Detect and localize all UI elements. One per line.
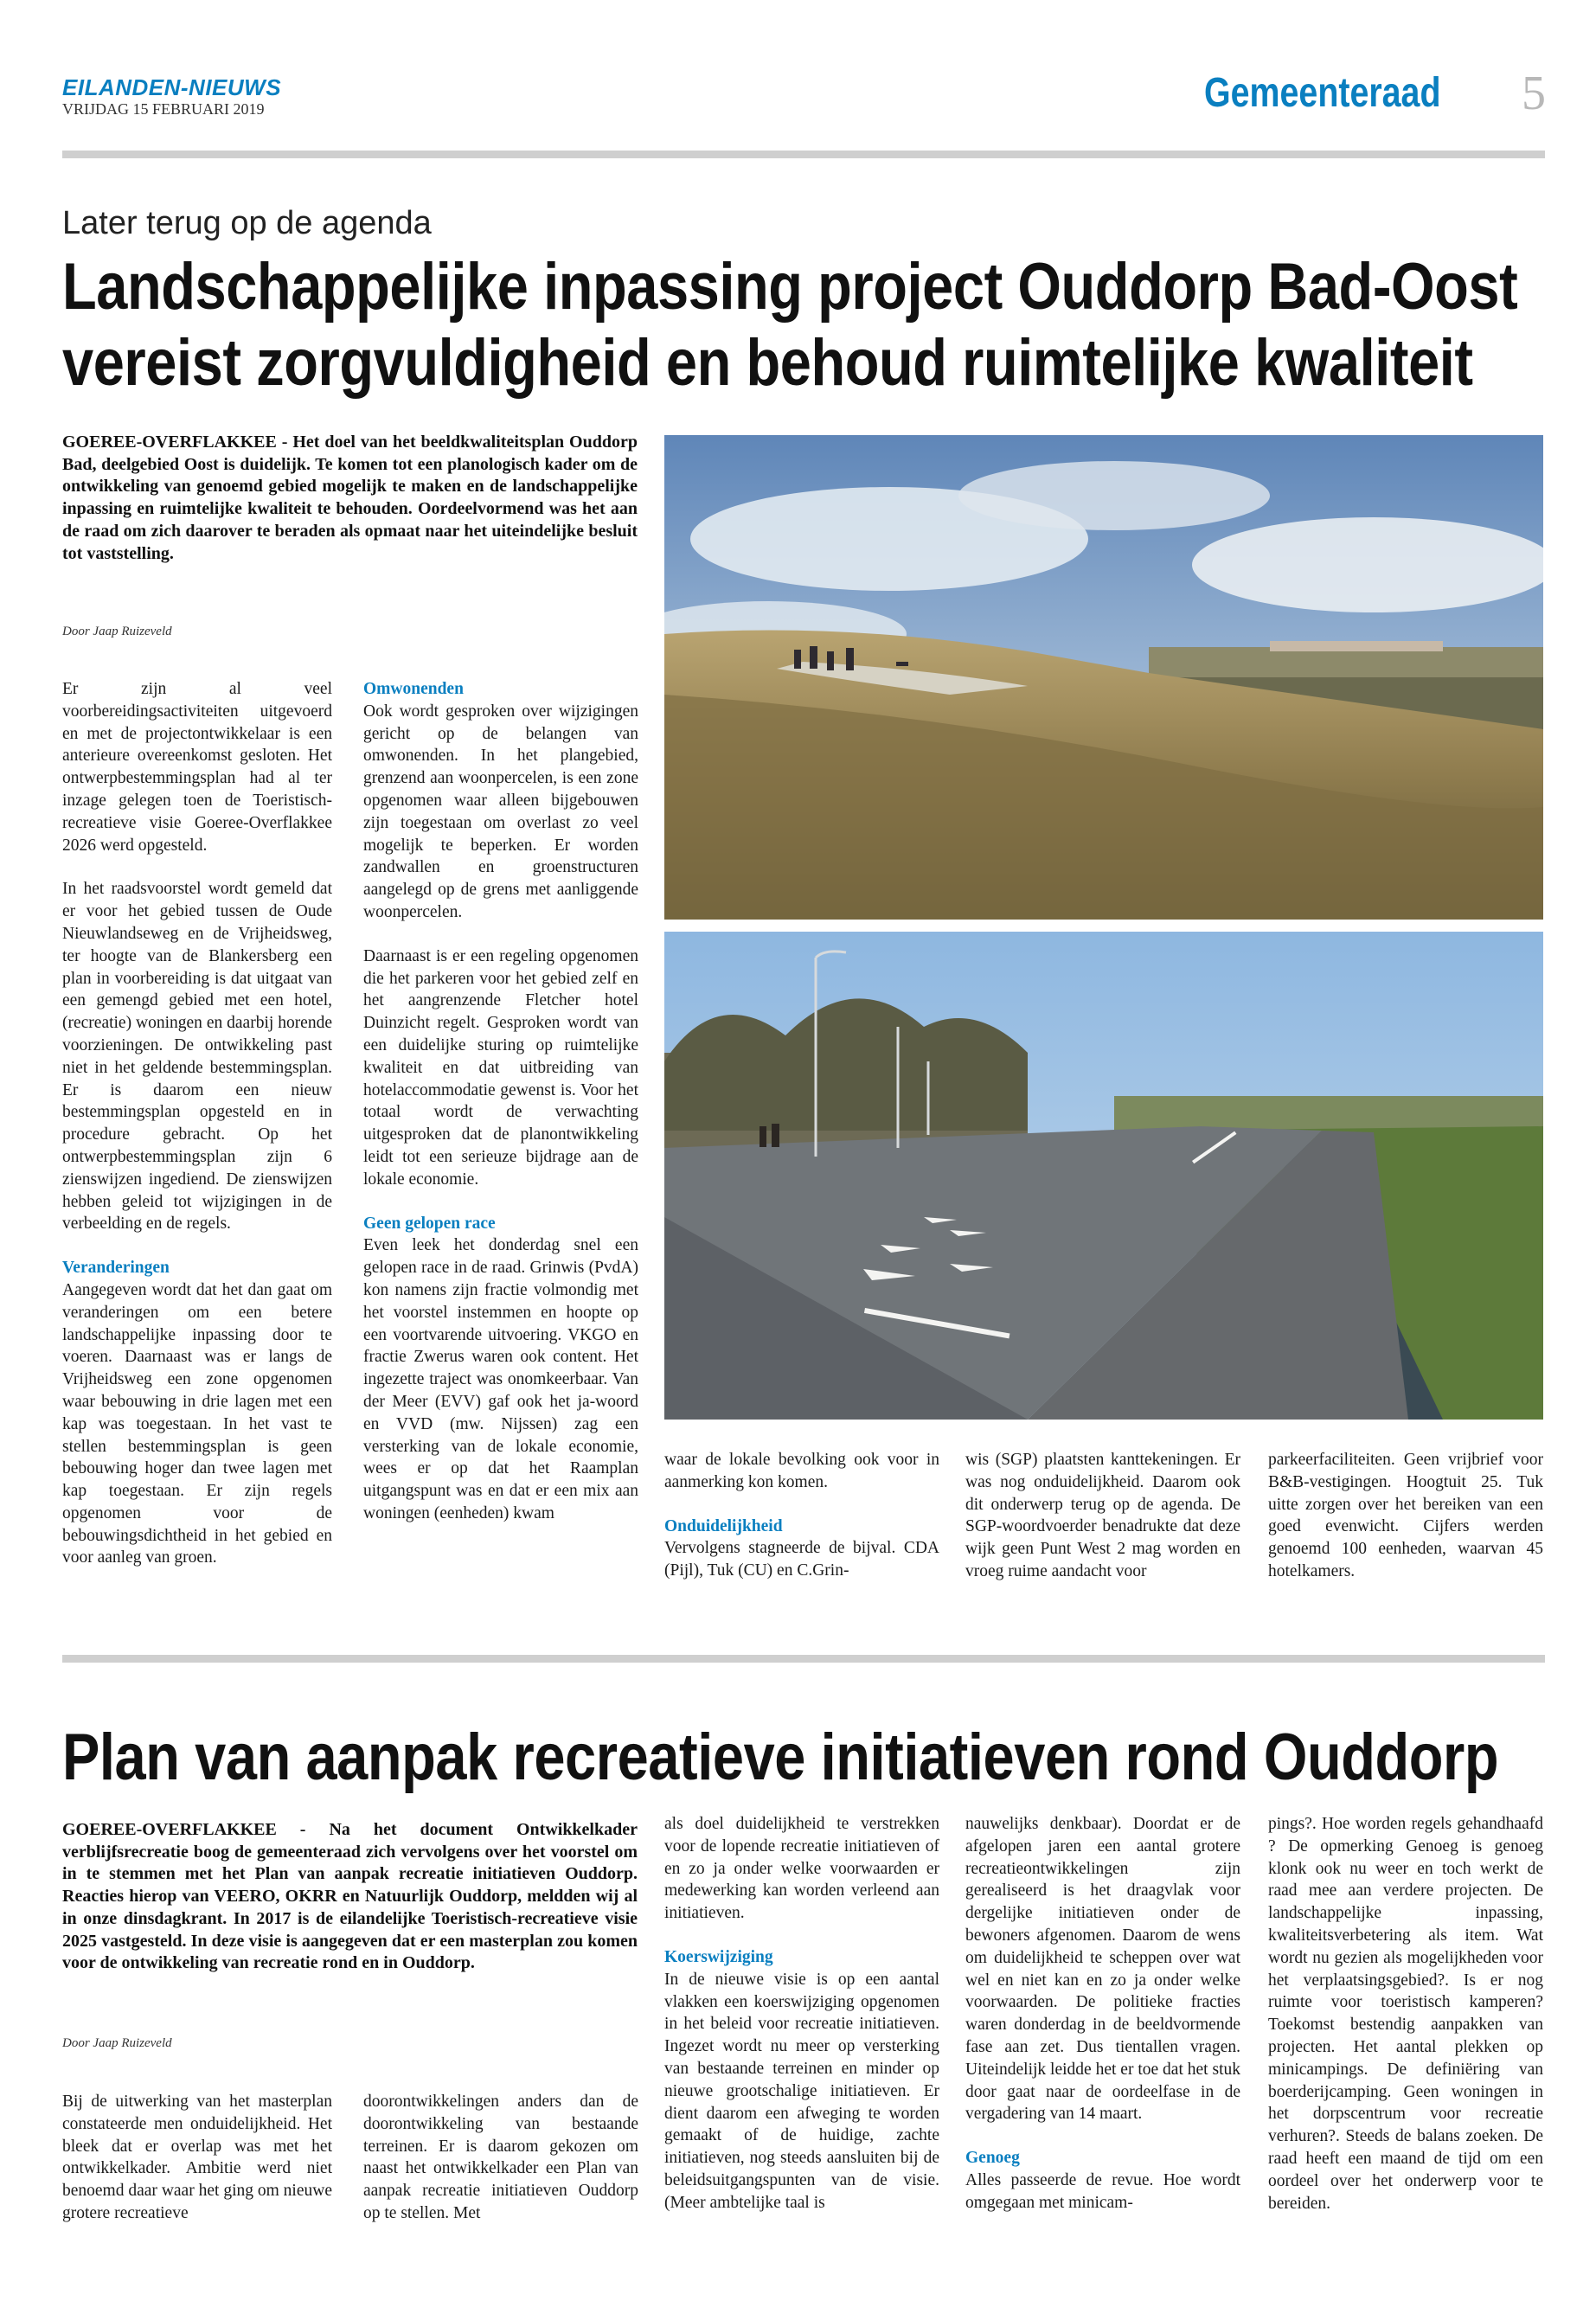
article1-col5-paragraph: parkeerfaciliteiten. Geen vrijbrief voor B&B-vestigingen. Hoogtuit 25. Tuk uitte zorgen over het bereiken van een goed evenwicht. Cijfers werden genoemd 100 eenheden, waarvan 45 hotelkamers. — [1268, 1451, 1543, 1580]
article1-column-1 — [62, 678, 332, 1569]
article1-col3-paragraph: Vervolgens stagneerde de bijval. CDA (Pijl), Tuk (CU) en C.Grin- — [664, 1539, 939, 1580]
article2-subheading: Koerswijziging — [664, 1947, 773, 1966]
article1-col1-paragraph: Er zijn al veel voorbereidingsactiviteiten uitgevoerd en met de projectontwikkelaar is een anterieure overeenkomst gesloten. Het ontwerpbestemmingsplan had al ter inzage gelegen toen de Toeristisch-recreatieve visie Goeree-Overflakkee 2026 werd opgesteld. — [62, 680, 332, 855]
masthead-logo: EILANDEN-NIEUWS — [62, 74, 282, 100]
article2-col4-paragraph: nauwelijks denkbaar). Doordat er de afgelopen jaren een aantal grotere recreatieontwikkelingen zijn gerealiseerd is het draagvlak voor dergelijke initiatieven onder de bewoners afgenomen. Daarom de wens om duidelijkheid te scheppen over wat wel en niet kan en zo ja onder welke voorwaarden. De politieke fracties waren donderdag in de beeldvormende fase aan zet. Dus tientallen vragen. Uiteindelijk leidde het er toe dat het stuk door gaat naar de oordeelfase in de vergadering van 14 maart. — [965, 1815, 1240, 2124]
road-photo-image — [664, 932, 1543, 1420]
article2-column-4 — [965, 1813, 1240, 2214]
article1-column-2 — [363, 678, 638, 1525]
article1-col2-paragraph: Daarnaast is er een regeling opgenomen die het parkeren voor het gebied zelf en het aangrenzende Fletcher hotel Duinzicht regelt. Gesproken wordt van een duidelijke sturing op ruimtelijke kwaliteit en dat uitbreiding van hotelaccommodatie gewenst is. Voor het totaal wordt de verwachting uitgesproken dat de planontwikkeling leidt tot een serieuze bijdrage aan de lokale economie. — [363, 946, 638, 1189]
article1-subheading: Onduidelijkheid — [664, 1516, 783, 1535]
article1-lead: GOEREE-OVERFLAKKEE - Het doel van het beeldkwaliteitsplan Ouddorp Bad, deelgebied Oost is duidelijk. Te komen tot een planologisch kader om de ontwikkeling van genoemd gebied mogelijk te maken en de landschappelijke inpassing en ruimtelijke kwaliteit te behouden. Oordeelvormend was het aan de raad om zich daarover te beraden als opmaat naar het uiteindelijke besluit tot vaststelling. — [62, 433, 638, 563]
article2-col3-paragraph: als doel duidelijkheid te verstrekken voor de lopende recreatie initiatieven of en zo ja onder welke voorwaarden er medewerking kan worden verleend aan initiatieven. — [664, 1815, 939, 1923]
article1-column-5 — [1268, 1449, 1543, 1583]
article2-column-3 — [664, 1813, 939, 2214]
article1-column-3 — [664, 1449, 939, 1582]
article2-col5-paragraph: pings?. Hoe worden regels gehandhaafd ? De opmerking Genoeg is genoeg klonk ook nu weer en toch werkt de raad mee aan verdere projecten. De landschappelijke inpassing, kwaliteitsverbetering als item. Wat wordt nu gezien als mogelijkheden voor het verplaatsingsgebied?. Is er nog ruimte voor toeristisch kamperen? Toekomst bestendig aanpakken van projecten. Het aantal plekken op minicampings. De definiëring van boerderijcamping. Geen woningen in het dorpscentrum voor recreatie verhuren?. Steeds de balans zoeken. De raad heeft een maand de tijd om een oordeel over het onderwerp voor te bereiden. — [1268, 1815, 1543, 2213]
dune-photo — [664, 435, 1543, 920]
article2-subheading: Genoeg — [965, 2149, 1020, 2168]
article-divider — [62, 1655, 1545, 1663]
article1-headline — [62, 249, 1518, 401]
article1-col2-paragraph: Ook wordt gesproken over wijzigingen gericht op de belangen van omwonenden. In het plangebied, grenzend aan woonpercelen, is een zone opgenomen waar alleen bijgebouwen zijn toegestaan om overlast zo veel mogelijk te beperken. Er worden zandwallen en groenstructuren aangelegd op de grens met aanliggende woonpercelen. — [363, 702, 638, 921]
dune-photo-image — [664, 435, 1543, 920]
section-label: Gemeenteraad — [1203, 70, 1440, 116]
issue-date: VRIJDAG 15 FEBRUARI 2019 — [62, 100, 265, 118]
article1-col3-paragraph: waar de lokale bevolking ook voor in aanmerking kon komen. — [664, 1451, 939, 1491]
article2-col4-paragraph: Alles passeerde de revue. Hoe wordt omgegaan met minicam- — [965, 2170, 1240, 2212]
article2-col2-paragraph: doorontwikkelingen anders dan de doorontwikkeling van bestaande terreinen. Er is daarom gekozen om naast het ontwikkelkader een Plan van aanpak recreatie initiatieven Ouddorp op te stellen. Met — [363, 2093, 638, 2222]
article1-headline-line2: vereist zorgvuldigheid en behoud ruimtelijke kwaliteit — [62, 326, 1473, 400]
article1-subheading: Veranderingen — [62, 1259, 170, 1278]
article1-subheading: Omwonenden — [363, 680, 464, 698]
article1-col1-paragraph: Aangegeven wordt dat het dan gaat om veranderingen om een betere landschappelijke inpassing door te voeren. Daarnaast was er langs de Vrijheidsweg een zone opgenomen waar bebouwing in drie lagen met een kap was toegestaan. In het vast te stellen bestemmingsplan is geen bebouwing hoger dan twee lagen met kap toegestaan. Er zijn regels opgenomen voor de bebouwingsdichtheid in het gebied en voor aanleg van groen. — [62, 1280, 332, 1567]
top-rule — [62, 151, 1545, 158]
road-photo — [664, 932, 1543, 1420]
article2-column-2 — [363, 2091, 638, 2225]
article2-column-1 — [62, 2091, 332, 2225]
article1-col4-paragraph: wis (SGP) plaatsten kanttekeningen. Er was nog onduidelijkheid. Daarom ook dit onderwerp terug op de agenda. De SGP-woordvoerder benadrukte dat deze wijk geen Punt West 2 mag worden en vroeg ruime aandacht voor — [965, 1451, 1240, 1580]
page-number: 5 — [1522, 67, 1546, 120]
article1-byline: Door Jaap Ruizeveld — [62, 625, 172, 638]
article1-kicker: Later terug op de agenda — [62, 205, 432, 241]
article2-headline: Plan van aanpak recreatieve initiatieven rond Ouddorp — [62, 1721, 1499, 1794]
article1-col1-paragraph: In het raadsvoorstel wordt gemeld dat er voor het gebied tussen de Oude Nieuwlandseweg en de Vrijheidsweg, ter hoogte van de Blankersberg een plan in voorbereiding is dat uitgaat van een gemengd gebied met een hotel, (recreatie) woningen en daarbij horende voorzieningen. De ontwikkeling past niet in het geldende bestemmingsplan. Er is daarom een nieuw bestemmingsplan opgesteld en in procedure gebracht. Op het ontwerpbestemmingsplan zijn 6 zienswijzen ingediend. De zienswijzen hebben geleid tot wijzigingen in de verbeelding en de regels. — [62, 880, 332, 1234]
article2-col1-paragraph: Bij de uitwerking van het masterplan constateerde men onduidelijkheid. Het bleek dat er overlap was met het ontwikkelkader. Ambitie werd niet benoemd daar waar het ging om nieuwe grotere recreatieve — [62, 2093, 332, 2222]
article2-col3-paragraph: In de nieuwe visie is op een aantal vlakken een koerswijziging opgenomen in het beleid voor recreatie initiatieven. Ingezet wordt nu meer op versterking van bestaande terreinen en minder op nieuwe grootschalige initiatieven. Er dient daarom een afweging te worden gemaakt of de huidige, zachte initiatieven, nog steeds aansluiten bij de beleidsuitgangspunten van de visie. (Meer ambtelijke taal is — [664, 1970, 939, 2212]
article1-headline-line1: Landschappelijke inpassing project Ouddorp Bad-Oost — [62, 250, 1518, 324]
article2-column-5 — [1268, 1813, 1543, 2214]
article1-subheading: Geen gelopen race — [363, 1214, 496, 1233]
article1-col2-paragraph: Even leek het donderdag snel een gelopen race in de raad. Grinwis (PvdA) kon namens zijn fractie volmondig met het voorstel instemmen en hoopte op een voortvarende uitvoering. VKGO en fractie Zwerus waren ook content. Het ingezette traject was onomkeerbaar. Van der Meer (EVV) gaf ook het ja-woord en VVD (mw. Nijssen) zag een versterking van de lokale economie, wees er op dat het Raamplan uitgangspunt was en dat er een mix aan woningen (eenheden) kwam — [363, 1236, 638, 1522]
article2-byline: Door Jaap Ruizeveld — [62, 2036, 172, 2050]
article2-lead: GOEREE-OVERFLAKKEE - Na het document Ontwikkelkader verblijfsrecreatie boog de gemeenteraad zich vervolgens over het voorstel om in te stemmen met het Plan van aanpak recreatie initiatieven Ouddorp. Reacties hierop van VEERO, OKRR en Natuurlijk Ouddorp, meldden wij al in onze dinsdagkrant. In 2017 is de eilandelijke Toeristisch-recreatieve visie 2025 vastgesteld. In deze visie is aangegeven dat er een masterplan zou komen voor de ontwikkeling van recreatie rond en in Ouddorp. — [62, 1820, 638, 1973]
article1-column-4 — [965, 1449, 1240, 1583]
